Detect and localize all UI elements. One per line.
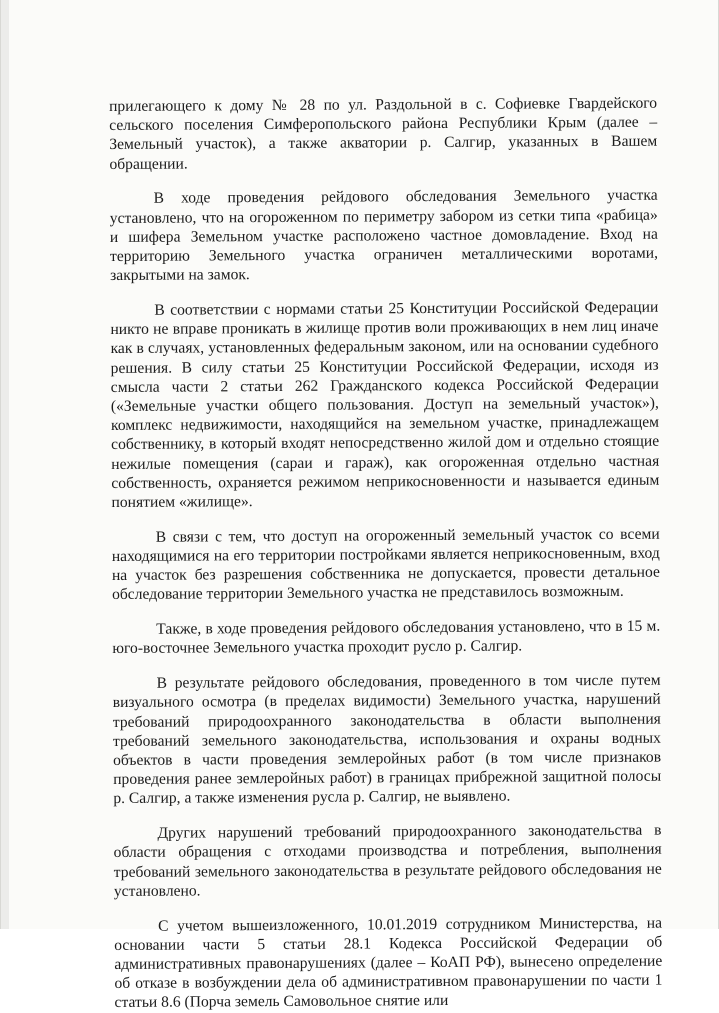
document-body bbox=[109, 94, 663, 1013]
paragraph-inspection-results: В результате рейдового обследования, проведенного в том числе путем визуального осмотра (в пределах видимости) Земельного участка, нарушений требований природоохранного законодательства в области выполнения требований земельного законодательства, использования и охраны водных объектов в части проведения землеройных работ (в том числе признаков проведения ранее землеройных работ) в границах прибрежной защитной полосы р. Салгир, а также изменения русла р. Салгир, не выявлено. bbox=[112, 671, 662, 808]
page-edge-shadow bbox=[1, 0, 9, 929]
paragraph-ruling-refusal: С учетом вышеизложенного, 10.01.2019 сотрудником Министерства, на основании части 5 статьи 28.1 Кодекса Российской Федерации об административных правонарушениях (далее – КоАП РФ), вынесено определение об отказе в возбуждении дела об административном правонарушении по части 1 статьи 8.6 (Порча земель Самовольное снятие или bbox=[114, 914, 663, 1012]
paragraph-raid-inspection: В ходе проведения рейдового обследования Земельного участка установлено, что на огороженном по периметру забором из сетки типа «рабица» и шифера Земельном участке расположено частное домовладение. Вход на территорию Земельного участка ограничен металлическими воротами, закрытыми на замок. bbox=[109, 187, 659, 285]
paragraph-no-other-violations: Других нарушений требований природоохранного законодательства в области обращения с отходами производства и потребления, выполнения требований земельного законодательства в результате рейдового обследования не установлено. bbox=[113, 821, 662, 900]
paragraph-constitution-article-25: В соответствии с нормами статьи 25 Конституции Российской Федерации никто не вправе проникать в жилище против воли проживающих в нем лиц иначе как в случаях, установленных федеральным законом, или на основании судебного решения. В силу статьи 25 Конституции Российской Федерации, исходя из смысла части 2 статьи 262 Гражданского кодекса Российской Федерации («Земельные участки общего пользования. Доступ на земельный участок»), комплекс недвижимости, находящийся на земельном участке, принадлежащем собственнику, в который входят непосредственно жилой дом и отдельно стоящие нежилые помещения (сараи и гараж), как огороженная отдельно частная собственность, охраняется режимом неприкосновенности и называется единым понятием «жилище». bbox=[110, 298, 660, 512]
paragraph-land-plot-location: прилегающего к дому № 28 по ул. Раздольной в с. Софиевке Гвардейского сельского поселения Симферопольского района Республики Крым (далее – Земельный участок), а также акватории р. Салгир, указанных в Вашем обращении. bbox=[109, 94, 658, 173]
paragraph-access-denied: В связи с тем, что доступ на огороженный земельный участок со всеми находящимися на его территории постройками является неприкосновенным, вход на участок без разрешения собственника не допускается, провести детальное обследование территории Земельного участка не представилось возможным. bbox=[111, 525, 660, 604]
paragraph-salgir-riverbed: Также, в ходе проведения рейдового обследования установлено, что в 15 м. юго-восточнее Земельного участка проходит русло р. Салгир. bbox=[112, 617, 661, 658]
